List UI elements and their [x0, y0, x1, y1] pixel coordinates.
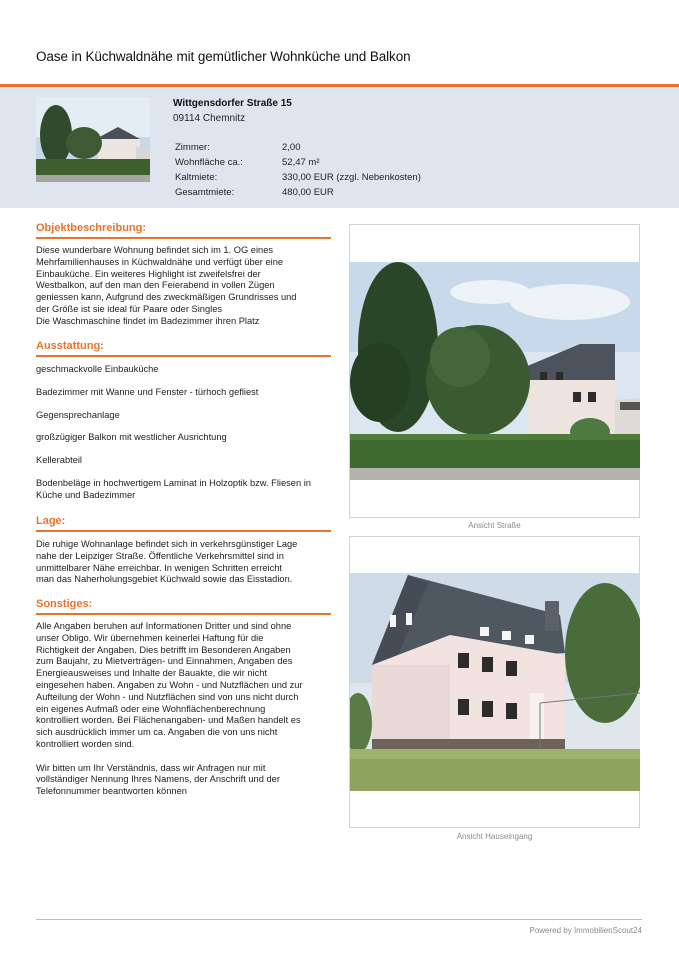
list-item: Kellerabteil	[36, 455, 82, 466]
address-street: Wittgensdorfer Straße 15	[173, 98, 292, 109]
photo-entrance-view[interactable]	[350, 573, 640, 791]
page-title: Oase in Küchwaldnähe mit gemütlicher Wohnküche und Balkon	[36, 49, 411, 64]
address-block	[173, 96, 292, 126]
text-line: ein eigenes Aufmaß oder eine Wohnflächenberechnung	[36, 703, 266, 714]
section-heading-objektbeschreibung: Objektbeschreibung:	[36, 222, 331, 239]
text-line: Telefonnummer beantworten können	[36, 786, 187, 797]
fact-label: Wohnfläche ca.:	[175, 157, 243, 168]
fact-row	[175, 155, 421, 170]
photo-caption: Ansicht Straße	[468, 521, 521, 530]
photo-caption: Ansicht Hauseingang	[456, 832, 533, 841]
address-city: 09114 Chemnitz	[173, 113, 246, 124]
text-line: kontrolliert worden. Bei Flächenangaben- und Maßen handelt es	[36, 715, 301, 726]
sonstiges-text	[36, 621, 331, 798]
list-item: großzügiger Balkon mit westlicher Ausrichtung	[36, 432, 227, 443]
fact-value: 330,00 EUR (zzgl. Nebenkosten)	[282, 172, 421, 183]
text-line: Energieausweises und Inhalte der Bauakte, die wir nicht	[36, 668, 268, 679]
fact-value: 2,00	[282, 142, 301, 153]
text-line: Diese wunderbare Wohnung befindet sich im 1. OG eines	[36, 245, 274, 255]
list-item: Bodenbeläge in hochwertigem Laminat in Holzoptik bzw. Fliesen in Küche und Badezimmer	[36, 477, 311, 500]
text-line: kontrolliert worden sind.	[36, 738, 135, 749]
text-line: Die Waschmaschine findet im Badezimmer ihren Platz	[36, 315, 260, 326]
ausstattung-list	[36, 364, 331, 513]
text-line: Alle Angaben beruhen auf Informationen Dritter und sind ohne	[36, 621, 292, 631]
list-item: Badezimmer mit Wanne und Fenster - türhoch gefliest	[36, 386, 259, 397]
text-line: sich ausdrücklich immer um ca. Angaben die von uns nicht	[36, 727, 278, 738]
text-line: Wir bitten um Ihr Verständnis, dass wir Anfragen nur mit	[36, 762, 266, 773]
text-line: Richtigkeit der Angaben. Dies betrifft im Besonderen Angaben	[36, 644, 291, 655]
section-heading-lage: Lage:	[36, 515, 331, 532]
text-line: eingesehen haben. Angaben zu Wohn - und Nutzflächen und zur	[36, 679, 303, 690]
fact-label: Gesamtmiete:	[175, 187, 235, 198]
section-heading-ausstattung: Ausstattung:	[36, 340, 331, 357]
section-heading-sonstiges: Sonstiges:	[36, 598, 331, 615]
fact-value: 52,47 m²	[282, 157, 320, 168]
lage-text	[36, 539, 331, 586]
text-line: der Größe ist sie ideal für Paare oder Singles	[36, 303, 223, 314]
text-line: nahe der Leipziger Straße. Öffentliche Verkehrsmittel sind in	[36, 550, 284, 561]
fact-label: Kaltmiete:	[175, 172, 218, 183]
text-line: Die ruhige Wohnanlage befindet sich in verkehrsgünstiger Lage	[36, 539, 298, 549]
text-line: geniessen kann, Aufgrund des zweckmäßigen Grundrisses und	[36, 292, 297, 303]
list-item: geschmackvolle Einbauküche	[36, 364, 159, 374]
text-line: Mehrfamilienhauses in Küchwaldnähe und verfügt über eine	[36, 256, 284, 267]
text-line: unser Obligo. Wir übernehmen keinerlei Haftung für die	[36, 632, 264, 643]
objektbeschreibung-text	[36, 245, 331, 328]
footer-divider	[36, 919, 642, 920]
footer-credit: Powered by ImmobilienScout24	[529, 926, 642, 935]
list-item: Gegensprechanlage	[36, 409, 120, 420]
text-line: Aufteilung der Wohn - und Nutzflächen sind von uns nicht durch	[36, 691, 299, 702]
fact-row	[175, 185, 421, 200]
facts-table	[175, 140, 421, 200]
text-line: Westbalkon, auf den man den Feierabend in vollen Zügen	[36, 280, 275, 291]
fact-label: Zimmer:	[175, 142, 210, 153]
text-line: Einbauküche. Ein weiteres Highlight ist zweifelsfrei der	[36, 268, 261, 279]
text-line: vollständiger Nennung Ihres Namens, der Anschrift und der	[36, 774, 280, 785]
fact-row	[175, 170, 421, 185]
thumbnail-image[interactable]	[36, 97, 150, 182]
text-line: zum Baujahr, zu Mietverträgen- und Einnahmen, Angaben des	[36, 656, 293, 667]
fact-row	[175, 140, 421, 155]
text-line: man das Naherholungsgebiet Küchwald sowie das Eisstadion.	[36, 574, 293, 585]
text-line: unmittelbarer Nähe erreichbar. In wenigen Schritten erreicht	[36, 562, 282, 573]
photo-street-view[interactable]	[350, 262, 640, 480]
fact-value: 480,00 EUR	[282, 187, 334, 198]
